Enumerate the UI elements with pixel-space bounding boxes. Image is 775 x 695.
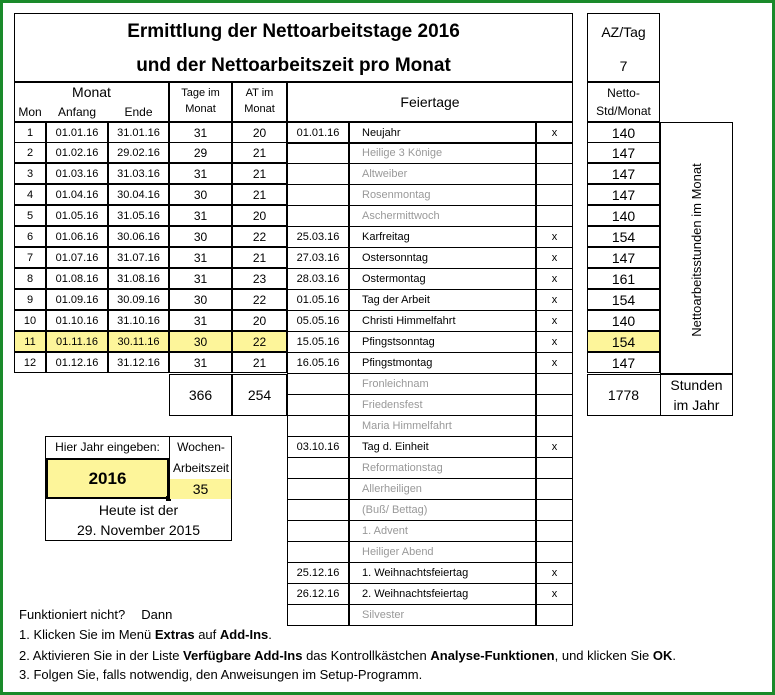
holiday-date-cell: 16.05.16 [287,352,349,374]
holiday-name-cell: (Buß/ Bettag) [349,499,536,521]
holiday-name-cell: Fronleichnam [349,373,536,395]
holiday-date-cell: 28.03.16 [287,268,349,290]
month-start-cell: 01.08.16 [46,268,108,289]
month-start-cell: 01.11.16 [46,331,108,352]
holiday-date-cell [287,373,349,395]
help-step-2-end: . [672,648,677,663]
month-end-cell: 31.10.16 [108,310,169,331]
month-end-cell: 31.01.16 [108,122,169,143]
holiday-name-cell: Christi Himmelfahrt [349,310,536,332]
holiday-mark-cell: x [536,289,573,311]
help-step-1-end: . [268,627,272,642]
holiday-mark-cell: x [536,247,573,269]
holiday-mark-cell [536,604,573,626]
month-start-cell: 01.01.16 [46,122,108,143]
holiday-date-cell: 27.03.16 [287,247,349,269]
holiday-date-cell [287,541,349,563]
page-title: Ermittlung der Nettoarbeitstage 2016 [127,21,460,42]
month-start-cell: 01.12.16 [46,352,108,373]
workdays-cell: 20 [232,310,287,331]
holiday-name-cell: Reformationstag [349,457,536,479]
holiday-mark-cell: x [536,310,573,332]
page-subtitle: und der Nettoarbeitszeit pro Monat [136,55,451,76]
days-cell: 30 [169,226,232,247]
netto-header-1: Netto- [607,86,640,100]
month-end-cell: 30.11.16 [108,331,169,352]
holiday-name-cell: Rosenmontag [349,184,536,206]
netto-hours-cell: 147 [587,352,660,373]
holiday-name-cell: Heiliger Abend [349,541,536,563]
month-number-cell: 6 [14,226,46,247]
az-tag-value: 7 [619,58,628,74]
holiday-mark-cell: x [536,122,573,144]
month-start-cell: 01.07.16 [46,247,108,268]
help-extras: Extras [154,627,195,642]
month-start-cell: 01.05.16 [46,205,108,226]
month-end-cell: 31.08.16 [108,268,169,289]
holiday-date-cell [287,415,349,437]
workdays-cell: 21 [232,142,287,163]
holiday-name-cell: Aschermittwoch [349,205,536,227]
workdays-cell: 20 [232,205,287,226]
days-cell: 31 [169,122,232,143]
days-cell: 31 [169,310,232,331]
today-label: Heute ist der [98,502,179,518]
ende-header: Ende [124,105,153,119]
days-cell: 31 [169,268,232,289]
holiday-name-cell: Karfreitag [349,226,536,248]
days-cell: 29 [169,142,232,163]
month-start-cell: 01.02.16 [46,142,108,163]
holiday-name-cell: 1. Advent [349,520,536,542]
netto-hours-cell: 161 [587,268,660,289]
holiday-name-cell: Allerheiligen [349,478,536,500]
month-number-cell: 1 [14,122,46,143]
holiday-date-cell: 05.05.16 [287,310,349,332]
month-start-cell: 01.09.16 [46,289,108,310]
help-step-1 [19,627,272,642]
holiday-date-cell [287,163,349,185]
vertical-label: Nettoarbeitsstunden im Monat [688,163,704,337]
holiday-date-cell [287,205,349,227]
holiday-mark-cell [536,394,573,416]
holiday-mark-cell: x [536,352,573,374]
woch-value[interactable]: 35 [192,481,209,497]
workdays-cell: 22 [232,331,287,352]
days-cell: 30 [169,289,232,310]
woch-label-2: Arbeitszeit [172,461,230,475]
holiday-date-cell: 25.12.16 [287,562,349,584]
workdays-cell: 21 [232,352,287,373]
holiday-name-cell: Pfingstmontag [349,352,536,374]
month-end-cell: 31.03.16 [108,163,169,184]
holiday-date-cell [287,184,349,206]
holiday-date-cell: 03.10.16 [287,436,349,458]
days-cell: 31 [169,352,232,373]
holiday-name-cell: Tag der Arbeit [349,289,536,311]
month-start-cell: 01.03.16 [46,163,108,184]
mon-header: Mon [18,105,42,119]
stunden-label-1: Stunden [670,377,723,393]
anfang-header: Anfang [57,105,97,119]
holiday-name-cell: Heilige 3 Könige [349,142,536,164]
month-number-cell: 12 [14,352,46,373]
help-step-3: 3. Folgen Sie, falls notwendig, den Anweisungen im Setup-Programm. [19,667,423,682]
holiday-date-cell [287,142,349,164]
holiday-mark-cell [536,520,573,542]
netto-hours-cell: 140 [587,122,660,143]
holiday-mark-cell: x [536,331,573,353]
days-cell: 31 [169,247,232,268]
holiday-mark-cell [536,541,573,563]
holiday-name-cell: Altweiber [349,163,536,185]
netto-hours-cell: 147 [587,142,660,163]
tage-total: 366 [188,387,213,403]
tage-header-1: Tage im [181,87,220,99]
month-end-cell: 31.07.16 [108,247,169,268]
workdays-cell: 22 [232,226,287,247]
days-cell: 31 [169,163,232,184]
help-dann: Dann [141,607,173,622]
workdays-cell: 20 [232,122,287,143]
netto-hours-cell: 147 [587,163,660,184]
month-number-cell: 9 [14,289,46,310]
netto-hours-cell: 140 [587,310,660,331]
holiday-date-cell [287,457,349,479]
help-step-1-pre: 1. Klicken Sie im Menü [19,627,155,642]
holiday-date-cell [287,520,349,542]
year-label: Hier Jahr eingeben: [55,440,160,454]
feiertage-header: Feiertage [400,94,460,110]
month-number-cell: 8 [14,268,46,289]
month-end-cell: 30.06.16 [108,226,169,247]
holiday-date-cell [287,604,349,626]
month-end-cell: 30.09.16 [108,289,169,310]
tage-header-2: Monat [185,103,216,115]
netto-header-2: Std/Monat [596,104,651,118]
stunden-label-2: im Jahr [673,397,720,413]
netto-hours-cell: 147 [587,184,660,205]
holiday-name-cell: Ostermontag [349,268,536,290]
month-number-cell: 2 [14,142,46,163]
holiday-name-cell: Pfingstsonntag [349,331,536,353]
holiday-mark-cell [536,205,573,227]
holiday-name-cell: Maria Himmelfahrt [349,415,536,437]
holiday-date-cell: 15.05.16 [287,331,349,353]
at-header-2: Monat [244,103,275,115]
holiday-name-cell: Silvester [349,604,536,626]
month-end-cell: 31.12.16 [108,352,169,373]
today-value: 29. November 2015 [77,522,200,538]
holiday-mark-cell [536,373,573,395]
workdays-cell: 23 [232,268,287,289]
help-step-2 [19,648,676,663]
netto-hours-cell: 154 [587,289,660,310]
month-number-cell: 7 [14,247,46,268]
woch-label-1: Wochen- [177,440,225,454]
holiday-mark-cell [536,163,573,185]
help-question-text: Funktioniert nicht? [19,607,126,622]
month-number-cell: 3 [14,163,46,184]
holiday-name-cell: Neujahr [349,122,536,144]
month-start-cell: 01.04.16 [46,184,108,205]
monat-header: Monat [72,84,111,100]
holiday-mark-cell: x [536,268,573,290]
netto-hours-cell: 147 [587,247,660,268]
holiday-date-cell [287,499,349,521]
az-tag-label: AZ/Tag [601,24,646,40]
month-number-cell: 10 [14,310,46,331]
holiday-mark-cell: x [536,583,573,605]
netto-total: 1778 [607,387,640,403]
holiday-date-cell: 25.03.16 [287,226,349,248]
month-end-cell: 29.02.16 [108,142,169,163]
workdays-cell: 21 [232,247,287,268]
holiday-name-cell: 1. Weihnachtsfeiertag [349,562,536,584]
holiday-mark-cell [536,478,573,500]
help-step-2-mid2: , und klicken Sie [554,648,653,663]
workdays-cell: 22 [232,289,287,310]
month-number-cell: 4 [14,184,46,205]
netto-hours-cell: 140 [587,205,660,226]
holiday-name-cell: Tag d. Einheit [349,436,536,458]
month-number-cell: 11 [14,331,46,352]
month-start-cell: 01.06.16 [46,226,108,247]
days-cell: 31 [169,205,232,226]
holiday-date-cell: 01.05.16 [287,289,349,311]
month-start-cell: 01.10.16 [46,310,108,331]
help-addins: Add-Ins [219,627,269,642]
days-cell: 30 [169,184,232,205]
holiday-name-cell: Ostersonntag [349,247,536,269]
holiday-mark-cell: x [536,562,573,584]
workdays-cell: 21 [232,184,287,205]
year-value[interactable]: 2016 [88,468,127,488]
holiday-mark-cell [536,184,573,206]
holiday-date-cell: 26.12.16 [287,583,349,605]
at-total: 254 [247,387,272,403]
help-question [19,607,172,622]
month-number-cell: 5 [14,205,46,226]
holiday-name-cell: 2. Weihnachtsfeiertag [349,583,536,605]
help-step-2-mid: das Kontrollkästchen [302,648,431,663]
month-end-cell: 30.04.16 [108,184,169,205]
holiday-mark-cell [536,457,573,479]
holiday-mark-cell: x [536,436,573,458]
at-header-1: AT im [245,87,274,99]
holiday-date-cell [287,478,349,500]
netto-hours-cell: 154 [587,331,660,352]
holiday-date-cell: 01.01.16 [287,122,349,144]
holiday-date-cell [287,394,349,416]
help-step-2-pre: 2. Aktivieren Sie in der Liste [19,648,184,663]
netto-hours-cell: 154 [587,226,660,247]
holiday-name-cell: Friedensfest [349,394,536,416]
help-step-1-mid: auf [194,627,220,642]
days-cell: 30 [169,331,232,352]
help-analyse: Analyse-Funktionen [430,648,555,663]
holiday-mark-cell [536,415,573,437]
holiday-mark-cell [536,499,573,521]
workdays-cell: 21 [232,163,287,184]
help-verfuegbare: Verfügbare Add-Ins [183,648,303,663]
month-end-cell: 31.05.16 [108,205,169,226]
help-ok: OK [652,648,673,663]
holiday-mark-cell [536,142,573,164]
holiday-mark-cell: x [536,226,573,248]
